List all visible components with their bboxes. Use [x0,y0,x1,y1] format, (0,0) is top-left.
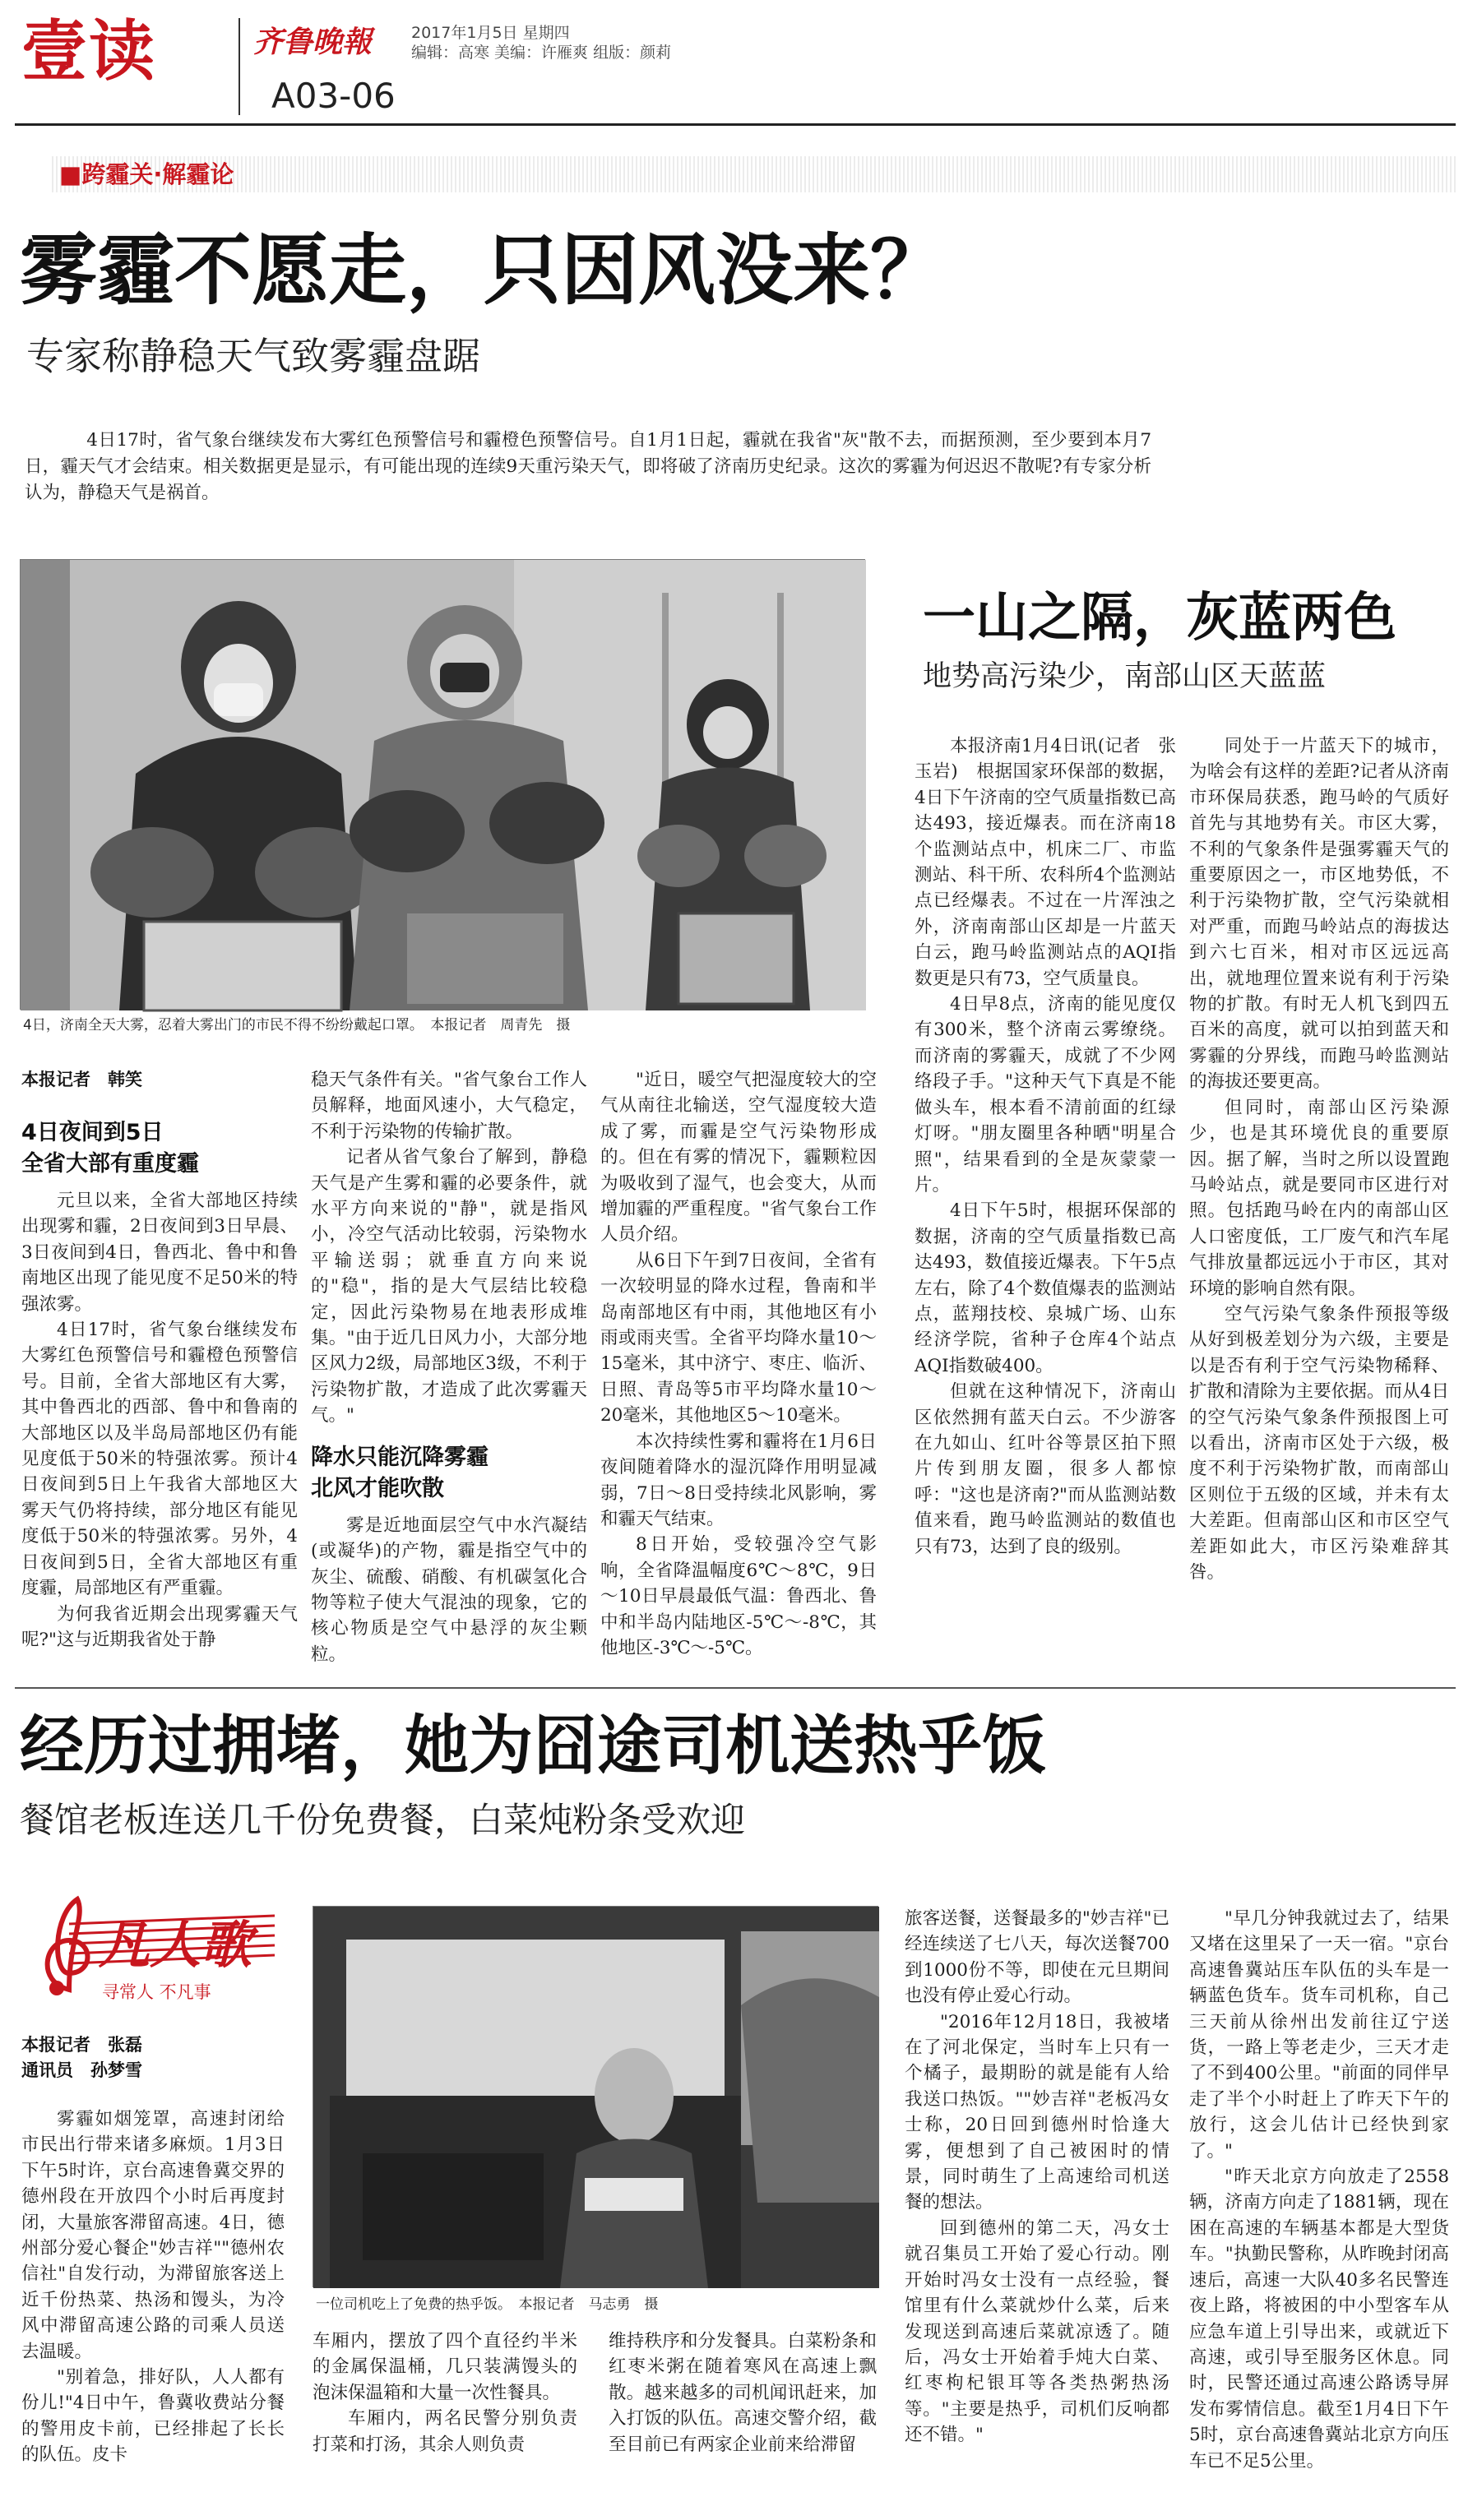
story3-col3-p1: 维持秩序和分发餐具。白菜粉条和红枣米粥在随着寒风在高速上飘散。越来越多的司机闻讯赶来，加入打饭的队伍。高速交警介绍，截至目前已有两家企业前来给滞留 [609,2331,877,2455]
story1-section1-title: 4日夜间到5日 全省大部有重度霾 [21,1120,199,1177]
header-divider-vertical [238,18,240,115]
story3-col4-p3: 回到德州的第二天，冯女士就召集员工开始了爱心行动。刚开始时冯女士没有一点经验，餐馆里有什么菜就炒什么菜，后来发现送到高速后菜就凉透了。随后，冯女士开始着手炖大白菜、红枣枸杞银耳等各类热粥热汤等。"主要是热乎，司机们反响都还不错。" [905,2217,1169,2446]
story2-col1-p1: 本报济南1月4日讯(记者 张玉岩) 根据国家环保部的数据，4日下午济南的空气质量指数已高达493，接近爆表。而在济南18个监测站点中，机床二厂、市监测站、科干所、农科所4个监测站点已经爆表。不过在一片浑浊之外，济南南部山区却是一片蓝天白云，跑马岭监测站点的AQI指数更是只有73，空气质量良。 [915,736,1176,989]
story1-photo [20,559,865,1010]
story2-body-col1 [915,733,1176,1638]
story1-section2-title: 降水只能沉降雾霾 北风才能吹散 [311,1444,489,1501]
story3-badge [20,1891,283,2006]
story2-body-col2 [1189,733,1449,1638]
section-title: 壹读 [21,13,156,90]
story1-headline: 雾霾不愿走，只因风没来？ [20,226,948,316]
story3-body-col4 [905,1906,1169,2514]
story2-col1-p4: 但就在这种情况下，济南山区依然拥有蓝天白云。不少游客在九如山、红叶谷等景区拍下照片传到朋友圈，很多人都惊呼："这也是济南?"而从监测站数值来看，跑马岭监测站的数值也只有73，达到了良的级别。 [915,1381,1176,1557]
badge-title: 凡人歌 [99,1915,252,1975]
story1-col2-p2: 记者从省气象台了解到，静稳天气是产生雾和霾的必要条件，就水平方向来说的"静"，就是指风小，冷空气活动比较弱，污染物水平输送弱；就垂直方向来说的"稳"，指的是大气层结比较稳定，因此污染物易在地表形成堆集。"由于近几日风力小，大部分地区风力2级，局部地区3级，不利于污染物扩散，才造成了此次雾霾天气。" [311,1147,587,1426]
story3-photo [313,1906,878,2287]
story2-col1-p2: 4日早8点，济南的能见度仅有300米，整个济南云雾缭绕。而济南的雾霾天，成就了不少网络段子手。"这种天气下真是不能做头车，根本看不清前面的红绿灯呀。"朋友圈里各种晒"明星合照"，结果看到的全是灰蒙蒙一片。 [915,994,1176,1195]
story1-col3-p1: "近日，暖空气把湿度较大的空气从南往北输送，空气湿度较大造成了雾，而霾是空气污染物形成的。但在有雾的情况下，霾颗粒因为吸收到了湿气，也会变大，从而增加霾的严重程度。"省气象台工作人员介绍。 [600,1070,877,1246]
story1-photo-caption: 4日，济南全天大雾，忍着大雾出门的市民不得不纷纷戴起口罩。 本报记者 周青先 摄 [23,1017,571,1033]
story3-body-col5 [1189,1906,1449,2514]
story3-col5-p2: "昨天北京方向放走了2558辆，济南方向走了1881辆，现在困在高速的车辆基本都是大型货车。"执勤民警称，从昨晚封闭高速后，高速一大队40多名民警连夜上路，将被困的中小型客车从应急车道上引导出来，或就近下高速，或引导至服务区休息。同时，民警还通过高速公路诱导屏发布雾情信息。截至1月4日下午5时，京台高速鲁冀站北京方向压车已不足5公里。 [1189,2166,1449,2471]
story1-col3-p4: 8日开始，受较强冷空气影响，全省降温幅度6℃～8℃，9日～10日早晨最低气温：鲁西北、鲁中和半岛内陆地区-5℃～-8℃，其他地区-3℃～-5℃。 [600,1534,877,1658]
story3-photo-art [313,1907,879,2288]
story-divider [15,1687,1456,1689]
story2-col2-p3: 空气污染气象条件预报等级从好到极差划分为六级，主要是以是否有利于空气污染物稀释、扩散和清除为主要依据。而从4日的空气污染气象条件预报图上可以看出，济南市区处于六级，极度不利于污染物扩散，而南部山区则位于五级的区域，并未有太大差距。但南部山区和市区空气差距如此大，市区污染难辞其咎。 [1189,1303,1449,1583]
story3-col2-p1: 车厢内，摆放了四个直径约半米的金属保温桶，几只装满馒头的泡沫保温箱和大量一次性餐具。 [313,2331,577,2403]
story3-photo-caption: 一位司机吃上了免费的热乎饭。 本报记者 马志勇 摄 [316,2296,659,2313]
story3-body-col2 [313,2328,577,2514]
story3-body-col1 [21,2032,285,2513]
story3-col4-p1: 旅客送餐，送餐最多的"妙吉祥"已经连续送了七八天，每次送餐700到1000份不等，即使在元旦期间也没有停止爱心行动。 [905,1908,1169,2007]
header-rule [15,123,1456,126]
story3-col2-p2: 车厢内，两名民警分别负责打菜和打汤，其余人则负责 [313,2408,577,2455]
story1-col1-p1: 元旦以来，全省大部地区持续出现雾和霾，2日夜间到3日早晨、3日夜间到4日，鲁西北、鲁中和鲁南地区出现了能见度不足50米的特强浓雾。 [21,1191,299,1315]
column-tag-bar-fill [49,156,1456,192]
story1-col3-p2: 从6日下午到7日夜间，全省有一次较明显的降水过程，鲁南和半岛南部地区有中雨，其他地区有小雨或雨夹雪。全省平均降水量10～15毫米，其中济宁、枣庄、临沂、日照、青岛等5市平均降水量10～20毫米，其他地区5～10毫米。 [600,1250,877,1426]
story3-headline: 经历过拥堵，她为囧途司机送热乎饭 [20,1709,1047,1783]
story2-subhead: 地势高污染少，南部山区天蓝蓝 [923,660,1327,693]
story1-reporter: 本报记者 韩笑 [21,1070,142,1089]
story3-byline: 本报记者 张磊 通讯员 孙梦雪 [21,2035,142,2080]
story1-body-col3 [600,1067,877,1658]
story1-body-col2 [311,1067,587,1665]
story1-body-col1 [21,1067,299,1650]
story1-photo-art [21,560,866,1010]
staff-line: 编辑：高寒 美编：许雁爽 组版：颜莉 [411,44,672,62]
badge-tagline: 寻常人 不凡事 [102,1982,211,2002]
story1-col2-p3: 雾是近地面层空气中水汽凝结(或凝华)的产物，霾是指空气中的灰尘、硫酸、硝酸、有机碳氢化合物等粒子使大气混浊的现象，它的核心物质是空气中悬浮的灰尘颗粒。 [311,1514,587,1665]
date-line: 2017年1月5日 星期四 [411,24,570,42]
paper-logo: 齐鲁晚報 [253,25,373,59]
column-tag-bar [49,156,1456,192]
story3-col1-p1: 雾霾如烟笼罩，高速封闭给市民出行带来诸多麻烦。1月3日下午5时许，京台高速鲁冀交界的德州段在开放四个小时后再度封闭，大量旅客滞留高速。4日，德州部分爱心餐企"妙吉祥""德州农信社"自发行动，为滞留旅客送上近千份热菜、热汤和馒头，为冷风中滞留高速公路的司乘人员送去温暖。 [21,2109,285,2362]
story3-col1-p2: "别着急，排好队，人人都有份儿!"4日中午，鲁冀收费站分餐的警用皮卡前，已经排起了长长的队伍。皮卡 [21,2367,285,2466]
story3-col4-p2: "2016年12月18日，我被堵在了河北保定，当时车上只有一个橘子，最期盼的就是能有人给我送口热饭。""妙吉祥"老板冯女士称，20日回到德州时恰逢大雾，便想到了自己被困时的情景，同时萌生了上高速给司机送餐的想法。 [905,2011,1169,2213]
column-tag: ■跨霾关·解霾论 [59,160,234,188]
story1-lead: 4日17时，省气象台继续发布大雾红色预警信号和霾橙色预警信号。自1月1日起，霾就在我省"灰"散不去，而据预测，至少要到本月7日，霾天气才会结束。相关数据更是显示，有可能出现的连续9天重污染天气，即将破了济南历史纪录。这次的雾霾为何迟迟不散呢?有专家分析认为，静稳天气是祸首。 [25,430,1151,503]
story2-col1-p3: 4日下午5时，根据环保部的数据，济南的空气质量指数已高达493，数值接近爆表。下午5点左右，除了4个数值爆表的监测站点，蓝翔技校、泉城广场、山东经济学院，省种子仓库4个站点AQI指数破400。 [915,1200,1176,1376]
story1-col1-p3: 为何我省近期会出现雾霾天气呢?"这与近期我省处于静 [21,1603,298,1650]
story1-col2-p1: 稳天气条件有关。"省气象台工作人员解释，地面风速小，大气稳定，不利于污染物的传输扩散。 [311,1070,587,1142]
page-number: A03-06 [271,76,396,116]
story3-col5-p1: "早几分钟我就过去了，结果又堵在这里呆了一天一宿。"京台高速鲁冀站压车队伍的头车是一辆蓝色货车。货车司机称，自己三天前从徐州出发前往辽宁送货，一路上等老走少，三天才走了不到400公里。"前面的同伴早走了半个小时赶上了昨天下午的放行，这会儿估计已经快到家了。" [1189,1908,1449,2162]
story2-col2-p1: 同处于一片蓝天下的城市，为啥会有这样的差距?记者从济南市环保局获悉，跑马岭的气质好首先与其地势有关。市区大雾，不利的气象条件是强雾霾天气的重要原因之一，市区地势低，不利于污染物扩散，空气污染就相对严重，而跑马岭站点的海拔达到六七百米，相对市区远远高出，就地理位置来说有利于污染物的扩散。有时无人机飞到四五百米的高度，就可以拍到蓝天和雾霾的分界线，而跑马岭监测站的海拔还要更高。 [1189,736,1449,1093]
story1-col3-p3: 本次持续性雾和霾将在1月6日夜间随着降水的湿沉降作用明显减弱，7日～8日受持续北风影响，雾和霾天气结束。 [600,1431,877,1529]
story2-headline: 一山之隔，灰蓝两色 [923,588,1396,649]
story3-body-col3 [609,2328,877,2514]
story1-subhead: 专家称静稳天气致雾霾盘踞 [26,334,480,378]
story3-subhead: 餐馆老板连送几千份免费餐，白菜炖粉条受欢迎 [20,1800,746,1840]
story1-col1-p2: 4日17时，省气象台继续发布大雾红色预警信号和霾橙色预警信号。目前，全省大部地区有大雾，其中鲁西北的西部、鲁中和鲁南的大部地区以及半岛局部地区仍有能见度低于50米的特强浓雾。预计4日夜间到5日上午我省大部地区大雾天气仍将持续，部分地区有能见度低于50米的特强浓雾。另外，4日夜间到5日，全省大部地区有重度霾，局部地区有严重霾。 [21,1320,298,1599]
story2-col2-p2: 但同时，南部山区污染源少，也是其环境优良的重要原因。据了解，当时之所以设置跑马岭站点，就是要同市区进行对照。包括跑马岭在内的南部山区人口密度低，工厂废气和汽车尾气排放量都远远小于市区，其对环境的影响自然有限。 [1189,1097,1449,1299]
